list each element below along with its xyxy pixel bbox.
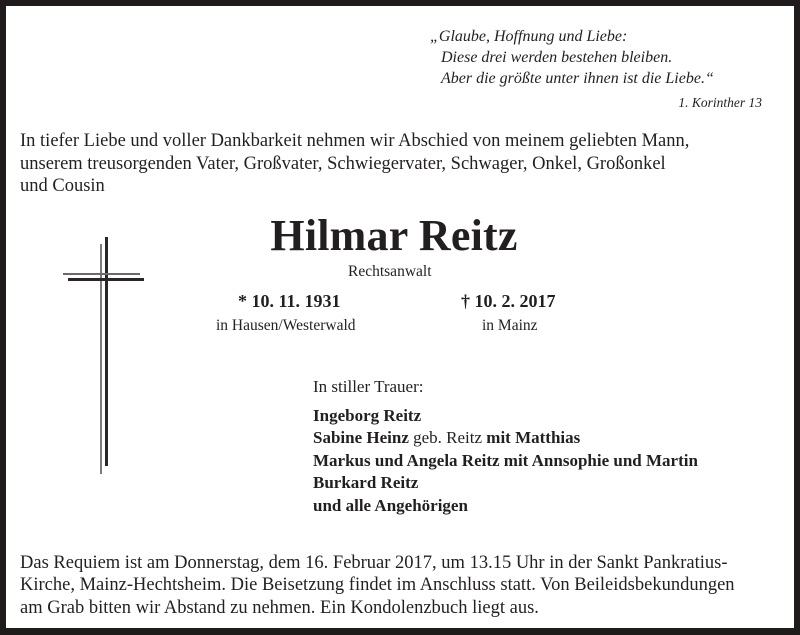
- cross-horizontal-light: [63, 273, 140, 275]
- funeral-info-line: Kirche, Mainz-Hechtsheim. Die Beisetzung findet im Anschluss statt. Von Beileidsbekundungen: [20, 575, 735, 596]
- mourner-line: Markus und Angela Reitz mit Annsophie und Martin: [313, 450, 698, 470]
- mourner-line: Ingeborg Reitz: [313, 406, 422, 425]
- deceased-profession: Rechtsanwalt: [348, 263, 432, 280]
- mourners-list: [313, 405, 698, 517]
- cross-horizontal-dark: [68, 278, 144, 281]
- bible-quote: [430, 26, 714, 89]
- quote-line: „Glaube, Hoffnung und Liebe:: [430, 28, 628, 45]
- intro-line: und Cousin: [20, 176, 105, 196]
- obituary-notice: [6, 6, 794, 628]
- quote-line: Diese drei werden bestehen bleiben.: [441, 49, 673, 66]
- funeral-info: [20, 552, 735, 619]
- quote-line: Aber die größte unter ihnen ist die Liebe.“: [441, 70, 714, 87]
- mourner-line: Burkard Reitz: [313, 473, 419, 493]
- death-place: in Mainz: [482, 317, 538, 334]
- intro-text: [20, 130, 689, 198]
- mourner-line: und alle Angehörigen: [313, 495, 468, 515]
- funeral-info-line: Das Requiem ist am Donnerstag, dem 16. Februar 2017, um 13.15 Uhr in der Sankt Pankratius-: [20, 553, 728, 573]
- death-date: † 10. 2. 2017: [461, 291, 556, 311]
- funeral-info-line: am Grab bitten wir Abstand zu nehmen. Ein Kondolenzbuch liegt aus.: [20, 597, 539, 618]
- mourners-label: In stiller Trauer:: [313, 377, 424, 396]
- mourner-line: Sabine Heinz geb. Reitz mit Matthias: [313, 428, 581, 448]
- birth-place: in Hausen/Westerwald: [216, 317, 356, 334]
- intro-line: In tiefer Liebe und voller Dankbarkeit nehmen wir Abschied von meinem geliebten Mann,: [20, 131, 690, 151]
- cross-vertical-dark: [105, 237, 108, 466]
- birth-date: * 10. 11. 1931: [238, 291, 341, 311]
- deceased-name: Hilmar Reitz: [270, 211, 518, 260]
- intro-line: unserem treusorgenden Vater, Großvater, Schwiegervater, Schwager, Onkel, Großonkel: [20, 153, 666, 174]
- quote-source: 1. Korinther 13: [678, 95, 762, 110]
